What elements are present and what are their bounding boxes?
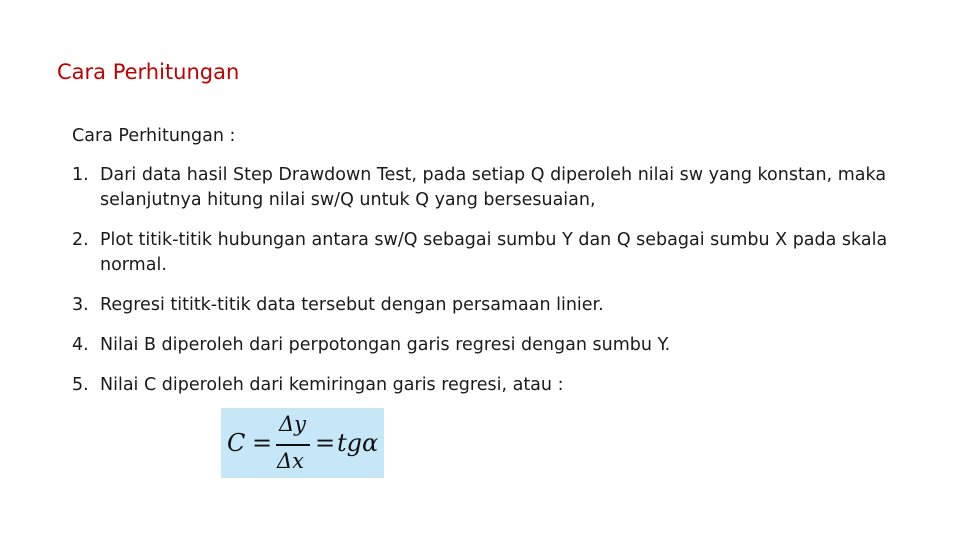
list-item bbox=[72, 228, 902, 278]
list-number: 4. bbox=[72, 335, 89, 355]
list-text: Nilai B diperoleh dari perpotongan garis regresi dengan sumbu Y. bbox=[100, 335, 671, 355]
list-text: Plot titik-titik hubungan antara sw/Q sebagai sumbu Y dan Q sebagai sumbu X pada skala normal. bbox=[100, 230, 888, 275]
list-number: 3. bbox=[72, 295, 89, 315]
intro-text: Cara Perhitungan : bbox=[72, 126, 236, 146]
fraction-bar bbox=[276, 444, 310, 446]
list-text: Nilai C diperoleh dari kemiringan garis regresi, atau : bbox=[100, 375, 564, 395]
list-text: Dari data hasil Step Drawdown Test, pada setiap Q diperoleh nilai sw yang konstan, maka selanjutnya hitung nilai sw/Q untuk Q yang bersesuaian, bbox=[100, 165, 887, 210]
list-number: 5. bbox=[72, 375, 89, 395]
formula-equals: = bbox=[252, 429, 273, 457]
formula-equals-2: = bbox=[315, 429, 336, 457]
formula-rhs: tgα bbox=[337, 429, 379, 457]
list-text: Regresi tititk-titik data tersebut dengan persamaan linier. bbox=[100, 295, 604, 315]
slide-title: Cara Perhitungan bbox=[57, 60, 240, 84]
list-item bbox=[72, 333, 902, 358]
formula-denominator: Δx bbox=[277, 449, 305, 473]
list-item bbox=[72, 373, 902, 398]
formula-numerator: Δy bbox=[279, 412, 307, 436]
formula-box bbox=[221, 408, 384, 478]
formula-lhs: C bbox=[227, 429, 246, 457]
list-number: 1. bbox=[72, 165, 89, 185]
list-number: 2. bbox=[72, 230, 89, 250]
slide-body bbox=[72, 124, 902, 413]
list-item bbox=[72, 293, 902, 318]
steps-list bbox=[72, 163, 902, 398]
list-item bbox=[72, 163, 902, 213]
